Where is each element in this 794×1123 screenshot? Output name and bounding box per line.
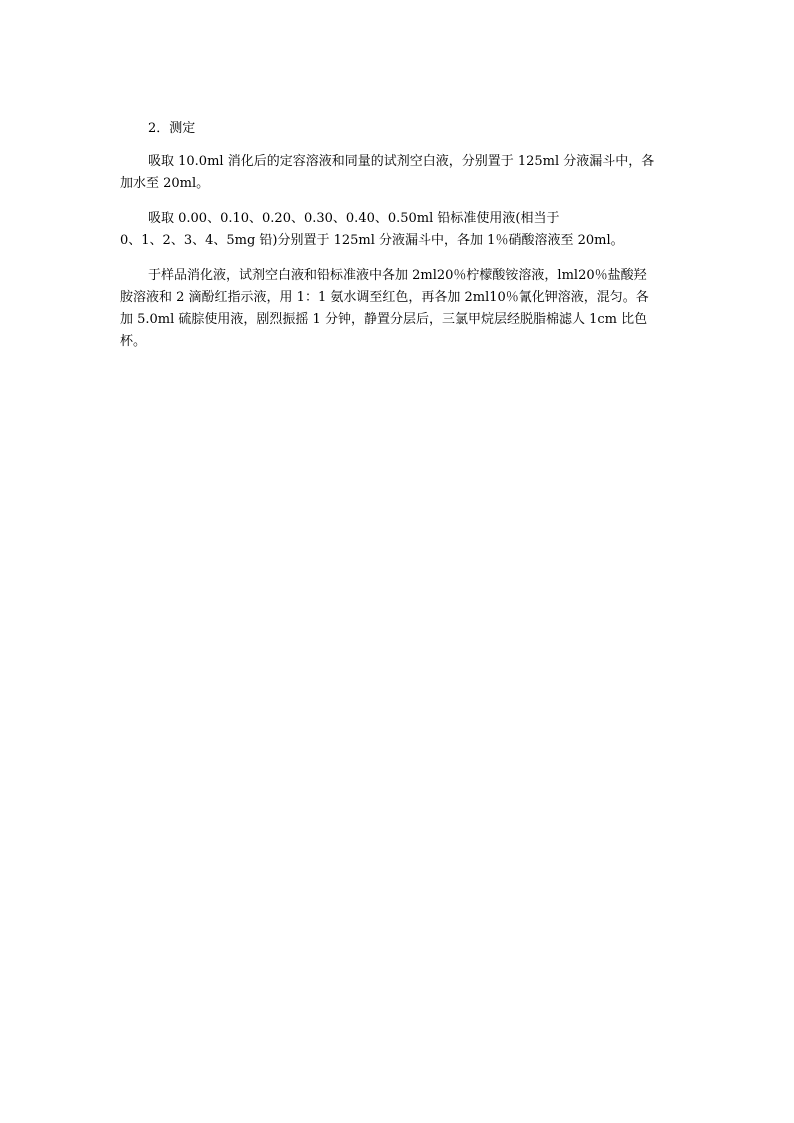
paragraph-3-line-4: 杯。 bbox=[120, 334, 147, 349]
section-heading-text: 2．测定 bbox=[148, 121, 196, 136]
paragraph-absorb-sample bbox=[120, 151, 676, 195]
paragraph-2-line-1: 吸取 0.00、0.10、0.20、0.30、0.40、0.50ml 铅标准使用液(相当于 bbox=[148, 211, 560, 226]
paragraph-3-line-1: 于样品消化液，试剂空白液和铅标准液中各加 2ml20％柠檬酸铵溶液，lml20％盐酸羟 bbox=[148, 268, 647, 283]
paragraph-lead-standard bbox=[120, 208, 676, 252]
section-heading bbox=[120, 118, 676, 140]
paragraph-reagents bbox=[120, 265, 676, 353]
paragraph-3-line-2: 胺溶液和 2 滴酚红指示液，用 1：1 氨水调至红色，再各加 2ml10％氰化钾溶液，混匀。各 bbox=[120, 290, 649, 305]
paragraph-3-line-3: 加 5.0ml 硫腙使用液，剧烈振摇 1 分钟，静置分层后，三氯甲烷层经脱脂棉滤人 1cm 比色 bbox=[120, 312, 648, 327]
paragraph-2-line-2: 0、1、2、3、4、5mg 铅)分别置于 125ml 分液漏斗中，各加 1％硝酸溶液至 20ml。 bbox=[120, 233, 624, 248]
paragraph-1-line-1: 吸取 10.0ml 消化后的定容溶液和同量的试剂空白液，分别置于 125ml 分液漏斗中，各 bbox=[148, 154, 655, 169]
paragraph-1-line-2: 加水至 20ml。 bbox=[120, 176, 210, 191]
document-body bbox=[120, 118, 676, 353]
